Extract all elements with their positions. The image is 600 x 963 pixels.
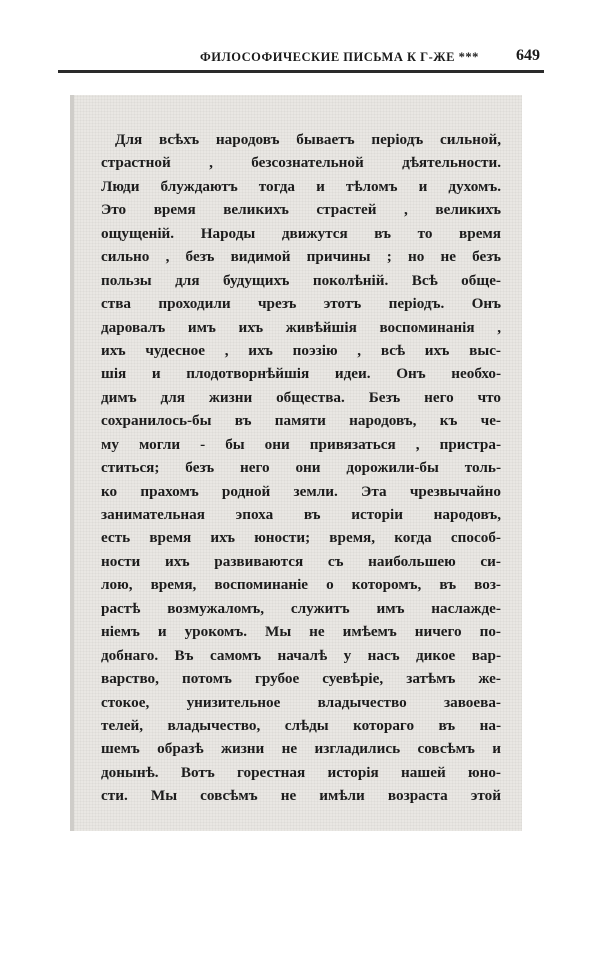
running-head-title: ФИЛОСОФИЧЕСКИЕ ПИСЬМА К Г-ЖЕ *** <box>200 50 479 64</box>
text-line: шія и плодотворнѣйшія идеи. Онъ необхо- <box>101 365 501 383</box>
text-line: сти. Мы совсѣмъ не имѣли возраста этой <box>101 787 501 805</box>
text-line: ихъ чудесное , ихъ поэзію , всѣ ихъ выс- <box>101 341 501 359</box>
text-line: ства проходили чрезъ этотъ періодъ. Онъ <box>101 295 501 313</box>
text-line: Люди блуждаютъ тогда и тѣломъ и духомъ. <box>101 177 501 195</box>
text-line: стокое, унизительное владычество завоева- <box>101 693 501 711</box>
text-line: сохранилось-бы въ памяти народовъ, къ че- <box>101 412 501 430</box>
text-line: телей, владычество, слѣды котораго въ на- <box>101 716 501 734</box>
text-line: страстной , безсознательной дѣятельности. <box>101 154 501 172</box>
text-line: Для всѣхъ народовъ бываетъ періодъ сильной, <box>115 131 501 148</box>
scan-edge <box>70 95 74 831</box>
text-line: лою, время, воспоминаніе о которомъ, въ воз- <box>101 576 501 594</box>
text-line: сильно , безъ видимой причины ; но не безъ <box>101 248 501 266</box>
text-line: димъ для жизни общества. Безъ него что <box>101 388 501 406</box>
text-line: ности ихъ развиваются съ наибольшею си- <box>101 552 501 570</box>
text-line: ститься; безъ него они дорожили-бы толь- <box>101 459 501 477</box>
header-rule <box>58 70 544 73</box>
text-line: ко прахомъ родной земли. Эта чрезвычайно <box>101 482 501 500</box>
text-line: есть время ихъ юности; время, когда способ- <box>101 529 501 547</box>
text-line: добнаго. Въ самомъ началѣ у насъ дикое вар- <box>101 646 501 664</box>
text-line: ощущеній. Народы движутся въ то время <box>101 224 501 242</box>
text-line: занимательная эпоха въ исторіи народовъ, <box>101 506 501 523</box>
text-line: шемъ образѣ жизни не изгладились совсѣмъ и <box>101 740 501 758</box>
text-line: Это время великихъ страстей , великихъ <box>101 201 501 219</box>
text-line: варство, потомъ грубое суевѣріе, затѣмъ же- <box>101 670 501 688</box>
text-line: му могли - бы они привязаться , пристра- <box>101 435 501 453</box>
text-line: ніемъ и урокомъ. Мы не имѣемъ ничего по- <box>101 623 501 641</box>
body-text <box>101 128 501 808</box>
text-line: даровалъ имъ ихъ живѣйшія воспоминанія , <box>101 318 501 336</box>
text-line: донынѣ. Вотъ горестная исторія нашей юно- <box>101 763 501 781</box>
page-number: 649 <box>516 47 540 64</box>
text-line: пользы для будущихъ поколѣній. Всѣ обще- <box>101 271 501 289</box>
text-line: растѣ возмужаломъ, служитъ имъ наслажде- <box>101 599 501 617</box>
